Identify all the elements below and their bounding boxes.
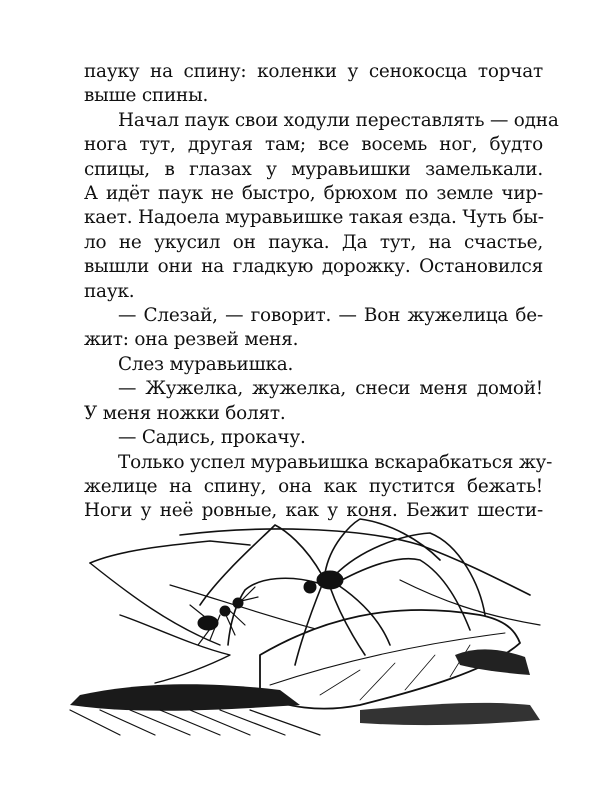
spider-leg [325, 519, 440, 573]
hill-outline [90, 541, 250, 563]
text-line: — Слезай, — говорит. — Вон жужелица бе- [118, 305, 543, 327]
text-line: вышли они на гладкую дорожку. Остановился [84, 256, 543, 278]
text-line: — Жужелка, жужелка, снеси меня домой! [118, 378, 543, 400]
text-line: Ноги у неё ровные, как у коня. Бежит шести- [84, 500, 543, 522]
text-line: спицы, в глазах у муравьишки замелькали. [84, 158, 543, 180]
illustration-drawing [60, 505, 560, 737]
text-line: кает. Надоела муравьишке такая езда. Чуть бы- [84, 207, 544, 229]
text-line: Только успел муравьишка вскарабкаться жу- [118, 451, 553, 473]
text-line: выше спины. [84, 85, 209, 107]
text-line: жит: она резвей меня. [84, 329, 299, 351]
text-line: пауку на спину: коленки у сенокосца торчат [84, 61, 543, 82]
text-line: — Садись, прокачу. [118, 427, 306, 449]
text-line: Слез муравьишка. [118, 353, 294, 375]
spider-leg [200, 525, 322, 605]
spider-carrying-ant-illustration [60, 505, 560, 737]
hill-outline [180, 529, 530, 595]
text-line: нога тут, другая там; все восемь ног, будто [84, 134, 543, 156]
text-line: А идёт паук не быстро, брюхом по земле чир- [84, 183, 543, 205]
text-line: желице на спину, она как пустится бежать! [84, 475, 543, 497]
text-line: паук. [84, 280, 135, 302]
text-line: ло не укусил он паука. Да тут, на счастье, [84, 231, 543, 253]
book-page-text [84, 60, 559, 524]
text-line: У меня ножки болят. [84, 402, 286, 424]
text-line: Начал паук свои ходули переставлять — одна [118, 109, 559, 131]
spider-leg [335, 533, 485, 615]
